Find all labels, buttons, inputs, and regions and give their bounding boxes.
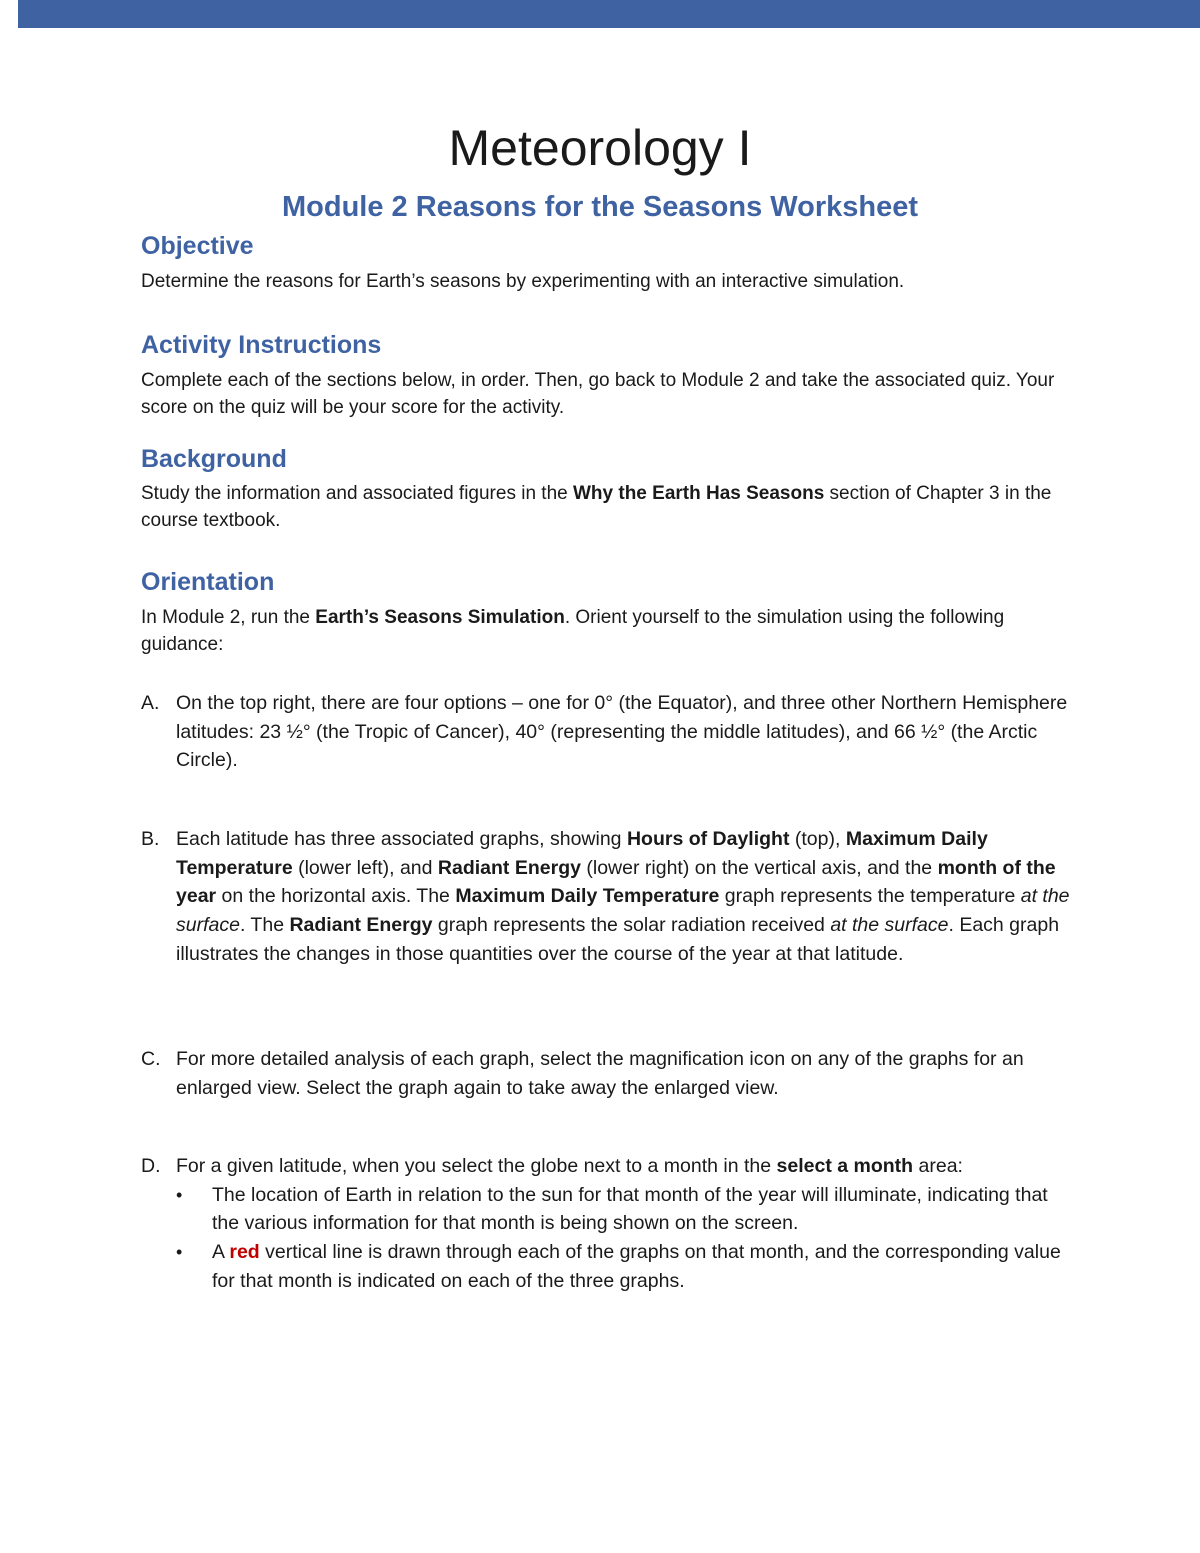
list-marker: C.: [141, 1048, 161, 1070]
orientation-heading: Orientation: [141, 568, 275, 596]
list-marker: A.: [141, 692, 160, 714]
list-item-text: On the top right, there are four options – one for 0° (the Equator), and three other Northern Hemisphere latitudes: 23 ½° (the Tropic of Cancer), 40° (representing the middle latitudes), and 66 ½° (the Arctic Circle).: [176, 692, 1068, 772]
objective-text: Determine the reasons for Earth’s seasons by experimenting with an interactive simulation.: [141, 271, 905, 292]
bullet-icon: •: [176, 1242, 183, 1263]
list-item-text: For more detailed analysis of each graph, select the magnification icon on any of the graphs for an enlarged view. Select the graph again to take away the enlarged view.: [176, 1048, 1024, 1099]
activity-text: Complete each of the sections below, in order. Then, go back to Module 2 and take the associated quiz. Your score on the quiz will be your score for the activity.: [141, 370, 1055, 418]
objective-heading: Objective: [141, 232, 254, 260]
list-marker: D.: [141, 1155, 161, 1177]
list-item-c: [141, 1045, 1071, 1102]
simulation-name: Earth’s Seasons Simulation: [315, 607, 565, 628]
list-marker: B.: [141, 828, 160, 850]
activity-heading: Activity Instructions: [141, 331, 382, 359]
page-subtitle: Module 2 Reasons for the Seasons Worksheet: [281, 191, 919, 223]
bullet-icon: •: [176, 1184, 183, 1205]
red-word: red: [229, 1241, 260, 1264]
list-item-b: [141, 825, 1071, 969]
list-item-text: Each latitude has three associated graphs, showing Hours of Daylight (top), Maximum Daily Temperature (lower left), and Radiant Energy (lower right) on the vertical axis, and the month of the year on the horizontal axis. The Maximum Daily Temperature graph represents the temperature at the surface. The Radiant Energy graph represents the solar radiation received at the surface. Each graph illustrates the changes in those quantities over the course of the year at that latitude.: [176, 828, 1070, 965]
background-text: Study the information and associated figures in the Why the Earth Has Seasons section of Chapter 3 in the course textbook.: [141, 483, 1052, 531]
page-title: Meteorology I: [448, 120, 752, 176]
bullet-item: • The location of Earth in relation to the sun for that month of the year will illuminate, indicating that the various information for that month is being shown on the screen.: [176, 1181, 1071, 1238]
bullet-item: • A red vertical line is drawn through each of the graphs on that month, and the corresponding value for that month is indicated on each of the three graphs.: [176, 1238, 1071, 1295]
select-month-label: select a month: [776, 1155, 914, 1177]
list-item-a: [141, 689, 1071, 775]
header-bar: [18, 0, 1200, 28]
list-item-text: For a given latitude, when you select the globe next to a month in the select a month area: • The location of Earth in relation to the sun for that month of the year will illuminate, indicating that the various information for that month is being shown on the screen. • A red vertical line is drawn through each of the graphs on that month, and the corresponding value for that month is indicated on each of the three graphs.: [176, 1152, 1071, 1296]
textbook-section-name: Why the Earth Has Seasons: [572, 483, 825, 504]
background-heading: Background: [141, 445, 287, 473]
orientation-text: In Module 2, run the Earth’s Seasons Simulation. Orient yourself to the simulation using the following guidance:: [141, 607, 1005, 655]
list-item-d: [141, 1152, 1071, 1296]
